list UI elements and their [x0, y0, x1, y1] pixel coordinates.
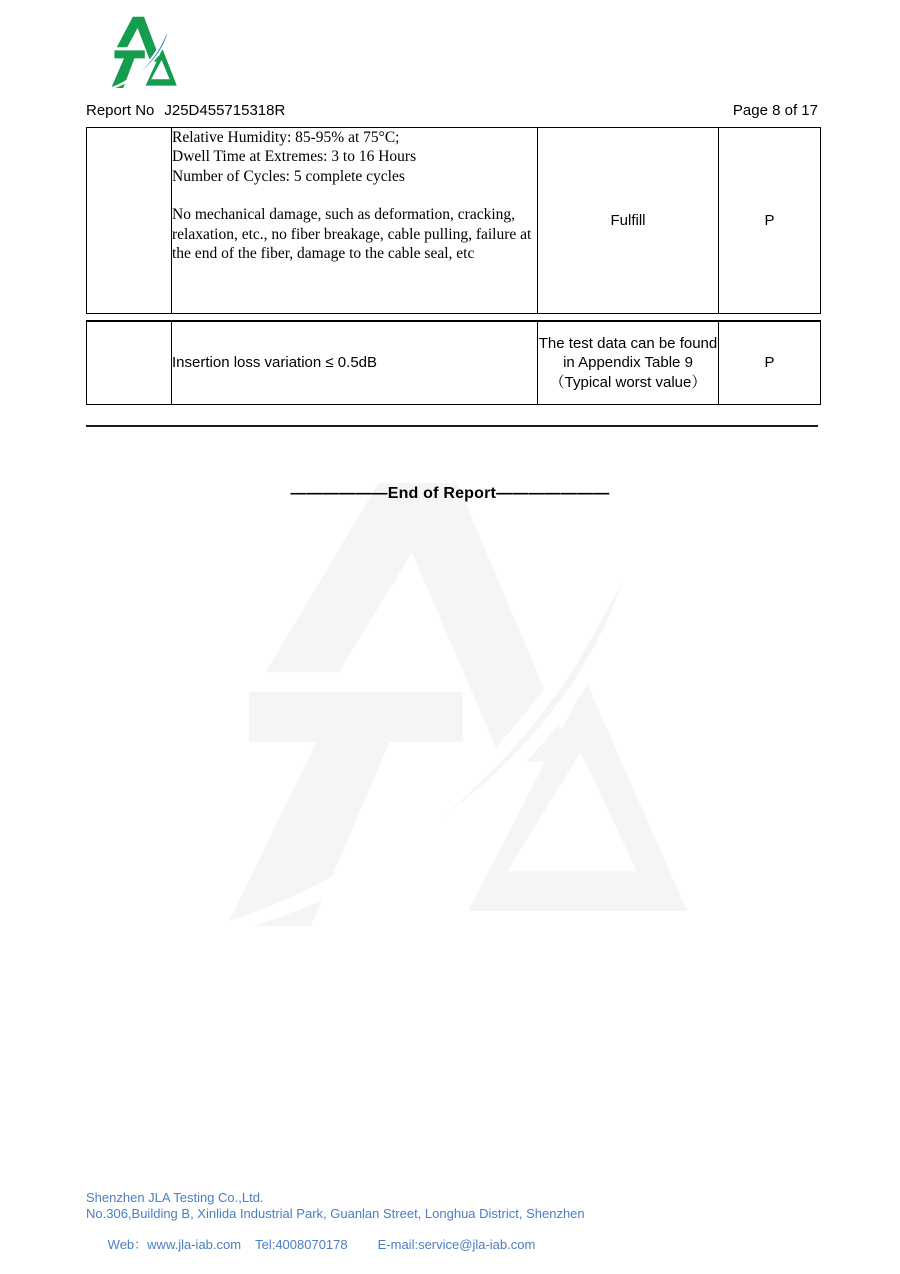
cell-index [87, 128, 172, 314]
cell-result: The test data can be found in Appendix Table 9（Typical worst value） [538, 321, 719, 404]
condition-line: Relative Humidity: 85-95% at 75°C; [172, 129, 400, 146]
report-number [86, 102, 285, 119]
footer-tel: Tel:4008070178 [255, 1236, 348, 1252]
table-row [87, 128, 821, 314]
footer-address: No.306,Building B, Xinlida Industrial Park, Guanlan Street, Longhua District, Shenzhen [86, 1205, 585, 1221]
jla-logo-icon [100, 12, 188, 92]
footer-web: Web：www.jla-iab.com [107, 1236, 242, 1252]
cell-verdict: P [719, 321, 821, 404]
end-of-report-text: ——————End of Report——————— [290, 485, 610, 502]
header [86, 102, 818, 119]
page-indicator: Page 8 of 17 [732, 102, 818, 119]
footer-email: E-mail:service@jla-iab.com [377, 1236, 536, 1252]
cell-requirement [172, 128, 538, 314]
jla-watermark-logo [148, 453, 766, 951]
cell-index [87, 321, 172, 404]
condition-line: Number of Cycles: 5 complete cycles [172, 167, 405, 185]
footer-company: Shenzhen JLA Testing Co.,Ltd. [86, 1190, 264, 1205]
section-divider-line [86, 425, 818, 427]
cell-verdict: P [719, 128, 821, 314]
table-row [87, 321, 821, 404]
condition-line: Dwell Time at Extremes: 3 to 16 Hours [172, 148, 417, 166]
observation-text: No mechanical damage, such as deformation, cracking, relaxation, etc., no fiber breakage, cable pulling, failure at the end of the fiber, damage to the cable seal, etc [172, 206, 532, 263]
report-no-label: Report No [86, 102, 155, 119]
cell-result: Fulfill [538, 128, 719, 314]
test-table-row-1 [86, 127, 821, 314]
blank-line [172, 186, 537, 205]
cell-requirement: Insertion loss variation ≤ 0.5dB [172, 321, 538, 404]
footer-contact [86, 1221, 585, 1268]
footer [86, 1190, 585, 1268]
test-table-row-2 [86, 320, 821, 405]
report-no-value: J25D455715318R [164, 102, 286, 119]
